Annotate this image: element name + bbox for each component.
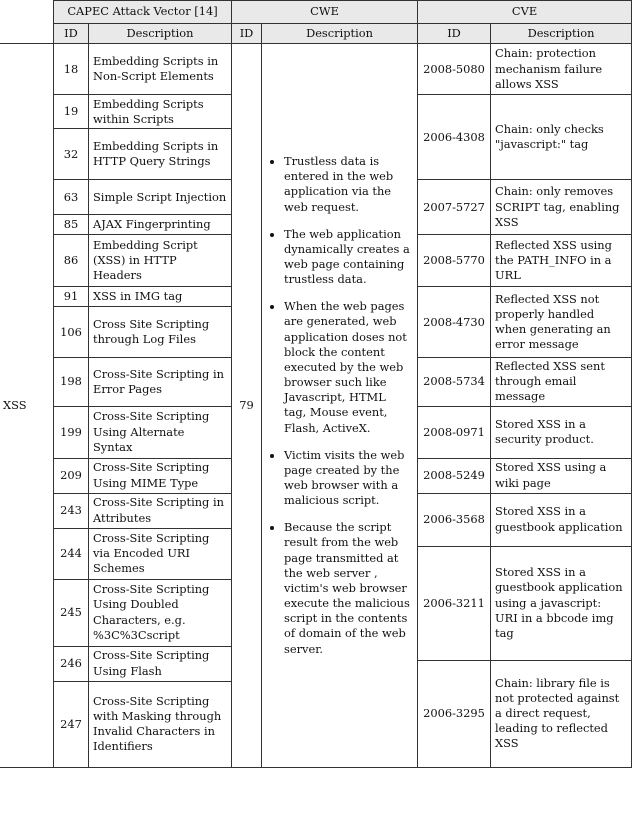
capec-id: 244 bbox=[54, 528, 89, 579]
cve-description: Stored XSS in a guestbook application using a javascript: URI in a bbcode img tag bbox=[491, 546, 632, 660]
cwe-bullet: • Because the script result from the web page transmitted at the web server , victim's web browser execute the malicious script in the contents of domain of the web server. bbox=[284, 520, 411, 656]
capec-description: Cross-Site Scripting Using Alternate Syntax bbox=[89, 406, 232, 458]
capec-id: 32 bbox=[54, 129, 89, 180]
table-row bbox=[1, 44, 632, 95]
corner-cell bbox=[1, 1, 54, 44]
cwe-bullet: • The web application dynamically creates a web page containing trustless data. bbox=[284, 227, 411, 288]
capec-description: AJAX Fingerprinting bbox=[89, 215, 232, 235]
capec-description: Cross-Site Scripting in Error Pages bbox=[89, 358, 232, 406]
cwe-bullet-list bbox=[266, 154, 411, 657]
column-header-row bbox=[1, 24, 632, 44]
cve-header: CVE bbox=[418, 1, 632, 24]
capec-id: 19 bbox=[54, 95, 89, 129]
capec-id: 86 bbox=[54, 235, 89, 287]
cwe-bullet: • Trustless data is entered in the web application via the web request. bbox=[284, 154, 411, 215]
capec-description: Cross-Site Scripting with Masking through Invalid Characters in Identifiers bbox=[89, 681, 232, 767]
cwe-id: 79 bbox=[232, 44, 262, 767]
cve-id-header: ID bbox=[418, 24, 491, 44]
attack-category: XSS bbox=[1, 44, 54, 767]
capec-desc-header: Description bbox=[89, 24, 232, 44]
cve-id: 2008-5770 bbox=[418, 235, 491, 287]
cve-desc-header: Description bbox=[491, 24, 632, 44]
capec-id: 106 bbox=[54, 307, 89, 358]
cwe-header: CWE bbox=[232, 1, 418, 24]
capec-id: 247 bbox=[54, 681, 89, 767]
cve-id: 2006-4308 bbox=[418, 95, 491, 180]
cve-id: 2006-3568 bbox=[418, 493, 491, 546]
capec-description: Embedding Scripts in HTTP Query Strings bbox=[89, 129, 232, 180]
capec-id: 209 bbox=[54, 458, 89, 493]
capec-id: 63 bbox=[54, 180, 89, 215]
cve-id: 2008-5249 bbox=[418, 458, 491, 493]
capec-id: 85 bbox=[54, 215, 89, 235]
capec-description: Cross-Site Scripting Using Flash bbox=[89, 646, 232, 681]
cve-id: 2008-5734 bbox=[418, 358, 491, 406]
capec-description: Embedding Scripts in Non-Script Elements bbox=[89, 44, 232, 95]
cwe-desc-header: Description bbox=[262, 24, 418, 44]
cve-description: Chain: only checks "javascript:" tag bbox=[491, 95, 632, 180]
capec-description: Simple Script Injection bbox=[89, 180, 232, 215]
capec-id: 246 bbox=[54, 646, 89, 681]
capec-description: Embedding Scripts within Scripts bbox=[89, 95, 232, 129]
capec-id: 199 bbox=[54, 406, 89, 458]
cve-description: Reflected XSS sent through email message bbox=[491, 358, 632, 406]
cve-id: 2008-4730 bbox=[418, 287, 491, 358]
capec-description: Cross-Site Scripting in Attributes bbox=[89, 493, 232, 528]
cve-description: Reflected XSS not properly handled when generating an error message bbox=[491, 287, 632, 358]
capec-id: 198 bbox=[54, 358, 89, 406]
capec-description: Cross-Site Scripting Using MIME Type bbox=[89, 458, 232, 493]
cwe-description bbox=[262, 44, 418, 767]
capec-description: Embedding Script (XSS) in HTTP Headers bbox=[89, 235, 232, 287]
capec-id-header: ID bbox=[54, 24, 89, 44]
cve-description: Chain: protection mechanism failure allows XSS bbox=[491, 44, 632, 95]
cve-description: Stored XSS in a guestbook application bbox=[491, 493, 632, 546]
cwe-bullet: • When the web pages are generated, web application doses not block the content executed by the web browser such like Javascript, HTML tag, Mouse event, Flash, ActiveX. bbox=[284, 299, 411, 435]
capec-description: Cross Site Scripting through Log Files bbox=[89, 307, 232, 358]
cve-description: Stored XSS using a wiki page bbox=[491, 458, 632, 493]
cve-id: 2006-3211 bbox=[418, 546, 491, 660]
capec-description: Cross-Site Scripting via Encoded URI Schemes bbox=[89, 528, 232, 579]
cve-description: Stored XSS in a security product. bbox=[491, 406, 632, 458]
cve-id: 2006-3295 bbox=[418, 660, 491, 767]
group-header-row bbox=[1, 1, 632, 24]
cve-description: Chain: only removes SCRIPT tag, enabling XSS bbox=[491, 180, 632, 235]
cwe-id-header: ID bbox=[232, 24, 262, 44]
capec-id: 243 bbox=[54, 493, 89, 528]
cve-description: Chain: library file is not protected against a direct request, leading to reflected XSS bbox=[491, 660, 632, 767]
capec-description: Cross-Site Scripting Using Doubled Characters, e.g. %3C%3Cscript bbox=[89, 579, 232, 646]
capec-id: 245 bbox=[54, 579, 89, 646]
cve-id: 2008-5080 bbox=[418, 44, 491, 95]
capec-id: 91 bbox=[54, 287, 89, 307]
cve-description: Reflected XSS using the PATH_INFO in a URL bbox=[491, 235, 632, 287]
cve-id: 2008-0971 bbox=[418, 406, 491, 458]
capec-header: CAPEC Attack Vector [14] bbox=[54, 1, 232, 24]
cwe-bullet: • Victim visits the web page created by the web browser with a malicious script. bbox=[284, 448, 411, 509]
capec-id: 18 bbox=[54, 44, 89, 95]
capec-description: XSS in IMG tag bbox=[89, 287, 232, 307]
cve-id: 2007-5727 bbox=[418, 180, 491, 235]
